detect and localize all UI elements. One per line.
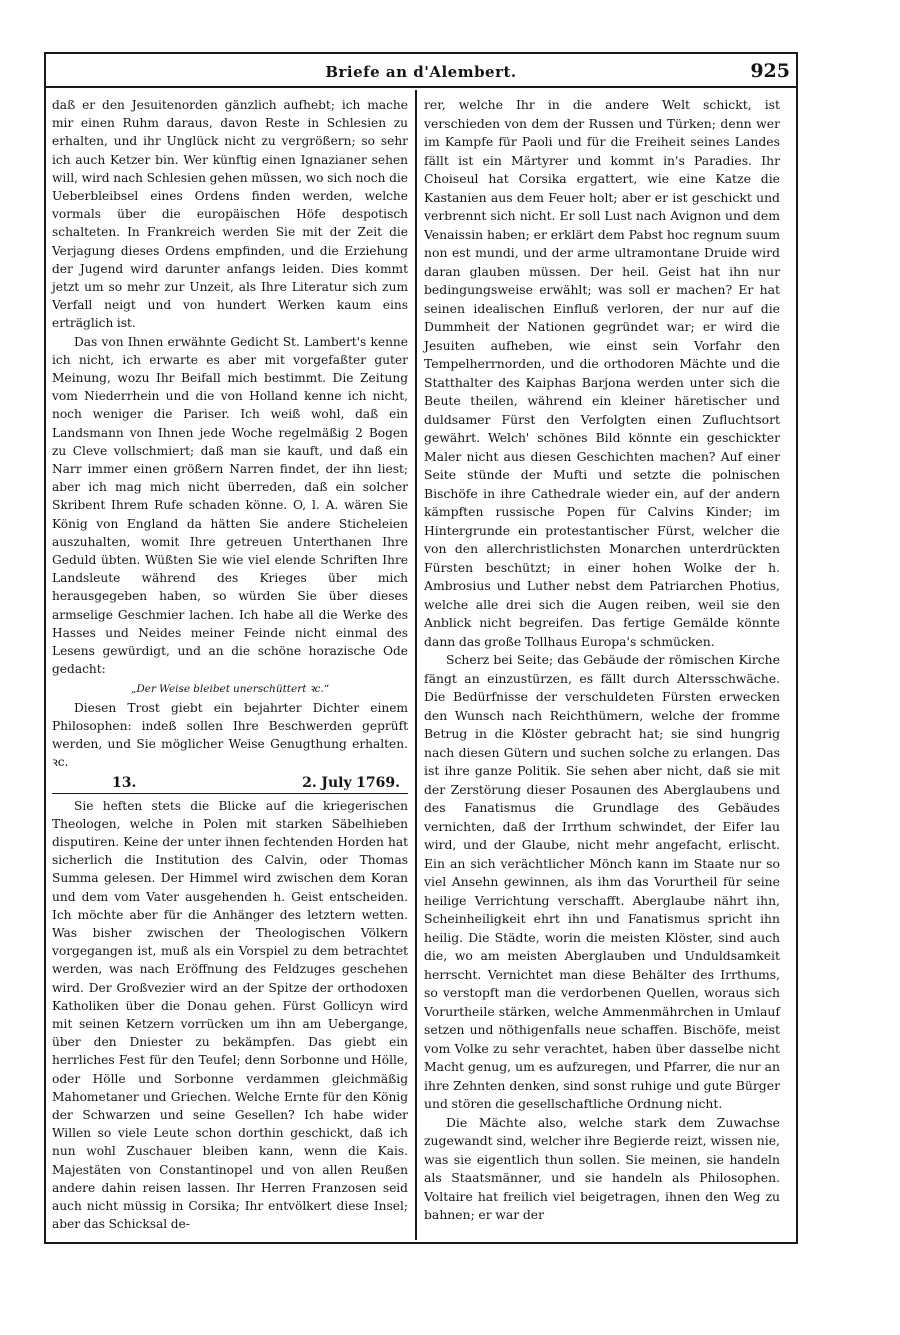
paragraph: rer, welche Ihr in die andere Welt schickt, ist verschieden von dem der Russen und Türken; denn wer im Kampfe für Paoli und für die Freiheit seines Landes fällt ist ein Märtyrer und kommt in's Paradies. Ihr Choiseul hat Corsika ergattert, wie eine Katze die Kastanien aus dem Feuer holt; aber er ist geschickt und verbrennt sich nicht. Er soll Lust nach Avignon und dem Venaissin haben; er erklärt dem Pabst hoc regnum suum non est mundi, und der arme ultramontane Druide wird daran glauben müssen. Der heil. Geist hat ihn nur bedingungsweise erwählt; was soll er machen? Er hat seinen idealischen Einfluß verloren, der nur auf die Dummheit der Nationen gegründet war; er wird die Jesuiten aufheben, wie einst sein Vorfahr den Tempelherrnorden, und die orthodoren Mächte und die Statthalter des Kaiphas Barjona werden unter sich die Beute theilen, während ein kleiner häretischer und duldsamer Fürst den Verfolgten einen Zufluchtsort gewährt. Welch' schönes Bild könnte ein geschickter Maler nicht aus diesen Geschichten machen? Auf einer Seite stünde der Mufti und setzte die polnischen Bischöfe in ihre Cathedrale wieder ein, auf der andern kämpften russische Popen für Calvins Kinder; im Hintergrunde ein protestantischer Fürst, welcher die von den allerchristlichsten Monarchen unterdrückten Fürsten beschützt; in einer hohen Wolke der h. Ambrosius und Luther nebst dem Patriarchen Photius, welche alle drei sich die Augen reiben, weil sie den Anblick nicht begreifen. Das fertige Gemälde könnte dann das große Tollhaus Europa's schmücken. <box>424 97 780 649</box>
paragraph: Scherz bei Seite; das Gebäude der römischen Kirche fängt an einzustürzen, es fällt durch Altersschwäche. Die Bedürfnisse der verschuldeten Fürsten erwecken den Wunsch nach Reichthümern, welche der fromme Betrug in die Klöster gebracht hat; sie sind hungrig nach diesen Gütern und suchen solche zu erlangen. Das ist ihre ganze Politik. Sie sehen aber nicht, daß sie mit der Zerstörung dieser Posaunen des Aberglaubens und des Fanatismus die Grundlage des Gebäudes vernichten, daß der Irrthum schwindet, der Eifer lau wird, und der Glaube, nicht mehr angefacht, erlischt. Ein an sich verächtlicher Mönch kann im Staate nur so viel Ansehn gewinnen, als ihm das Vorurtheil für seine heilige Verrichtung verschafft. Aberglaube nährt ihn, Scheinheiligkeit ehrt ihn und Fanatismus spricht ihn heilig. Die Städte, worin die meisten Klöster, sind auch die, wo am meisten Aberglauben und Unduldsamkeit herrscht. Vernichtet man diese Behälter des Irrthums, so verstopft man die verdorbenen Quellen, woraus sich Vorurtheile stärken, welche Ammenmährchen in Umlauf setzen und nöthigenfalls neue schaffen. Bischöfe, meist vom Volke zu sehr verachtet, haben über dasselbe nicht Macht genug, um es aufzuregen, und Pfarrer, die nur an ihre Zehnten denken, sind sonst ruhige und gute Bürger und stören die gesellschaftliche Ordnung nicht. <box>424 652 780 1111</box>
right-column <box>424 96 780 1225</box>
paragraph: Die Mächte also, welche stark dem Zuwachse zugewandt sind, welcher ihre Begierde reizt, wissen nie, was sie eigentlich thun sollen. Sie meinen, sie handeln als Staatsmänner, und sie handeln als Philosophen. Voltaire hat freilich viel beigetragen, ihnen den Weg zu bahnen; er war der <box>424 1114 780 1222</box>
column-divider <box>415 90 417 1240</box>
paragraph: Das von Ihnen erwähnte Gedicht St. Lambert's kenne ich nicht, ich erwarte es aber mit vorgefaßter guter Meinung, wozu Ihr Beifall mich bestimmt. Die Zeitung vom Niederrhein und die von Holland kenne ich nicht, noch weniger die Pariser. Ich weiß wohl, daß ein Landsmann von Ihnen jede Woche regelmäßig 2 Bogen zu Cleve vollschmiert; daß man sie kauft, und daß ein Narr immer einen größern Narren findet, der ihn liest; aber ich mag mich nicht überreden, daß ein solcher Skribent Ihrem Rufe schaden könne. O, l. A. wären Sie König von England da hätten Sie andere Sticheleien auszuhalten, womit Ihre getreuen Unterthanen Ihre Geduld übten. Wüßten Sie wie viel elende Schriften Ihre Landsleute während des Krieges über mich herausgegeben haben, so würden Sie über dieses armselige Geschmier lachen. Ich habe all die Werke des Hasses und Neides meiner Feinde nicht einmal des Lesens gewürdigt, und an die schöne horazische Ode gedacht: <box>52 334 408 677</box>
paragraph: Sie heften stets die Blicke auf die kriegerischen Theologen, welche in Polen mit starken Säbelhieben disputiren. Keine der unter ihnen fechtenden Horden hat sicherlich die Institution des Calvin, oder Thomas Summa gelesen. Der Himmel wird zwischen dem Koran und dem vom Vater ausgehenden h. Geist entscheiden. Ich möchte aber für die Anhänger des letztern wetten. Was bisher zwischen der Theologischen Völkern vorgegangen ist, muß als ein Vorspiel zu dem betrachtet werden, was nach Eröffnung des Feldzuges geschehen wird. Der Großvezier wird an der Spitze der orthodoxen Katholiken über die Donau gehen. Fürst Gollicyn wird mit seinen Ketzern vorrücken um ihn am Uebergange, über den Dniester zu bekämpfen. Das giebt ein herrliches Fest für den Teufel; denn Sorbonne und Hölle, oder Hölle und Sorbonne verdammen gleichmäßig Mahometaner und Griechen. Welche Ernte für den König der Schwarzen und seine Gesellen? Ich habe wider Willen so viele Leute schon dorthin geschickt, daß ich nun wohl Zuschauer bleiben kann, wenn die Kais. Majestäten von Constantinopel und von allen Reußen andere dahin reisen lassen. Ihr Herren Franzosen seid auch nicht müssig in Corsika; Ihr entvölkert diese Insel; aber das Schicksal de- <box>52 798 408 1232</box>
paragraph: daß er den Jesuitenorden gänzlich aufhebt; ich mache mir einen Ruhm daraus, davon Reste in Schlesien zu erhalten, und ihr Unglück nicht zu vergrößern; so sehr ich auch Ketzer bin. Wer künftig einen Ignazianer sehen will, wird nach Schlesien gehen müssen, wo sich noch die Ueberbleibsel eines Ordens finden werden, welche vormals über die europäischen Höfe despotisch schalteten. In Frankreich werden Sie mit der Zeit die Verjagung dieses Ordens empfinden, und die Erziehung der Jugend wird darunter anfangs leiden. Dies kommt jetzt um so mehr zur Unzeit, als Ihre Literatur sich zum Verfall neigt und von hundert Werken kaum eins erträglich ist. <box>52 98 408 331</box>
page-header <box>46 54 796 88</box>
page-number: 925 <box>750 60 790 82</box>
running-title: Briefe an d'Alembert. <box>325 63 517 81</box>
letter-heading <box>52 773 408 794</box>
letter-date: 2. July 1769. <box>302 774 400 791</box>
left-column <box>52 96 408 1233</box>
book-page <box>44 52 798 1244</box>
paragraph: Diesen Trost giebt ein bejahrter Dichter einem Philosophen: indeß sollen Ihre Beschwerden geprüft werden, und Sie möglicher Weise Genugthung erhalten. ꝛc. <box>52 700 408 770</box>
letter-number: 13. <box>112 774 137 791</box>
quotation: „Der Weise bleibet unerschüttert ꝛc.“ <box>130 682 330 695</box>
